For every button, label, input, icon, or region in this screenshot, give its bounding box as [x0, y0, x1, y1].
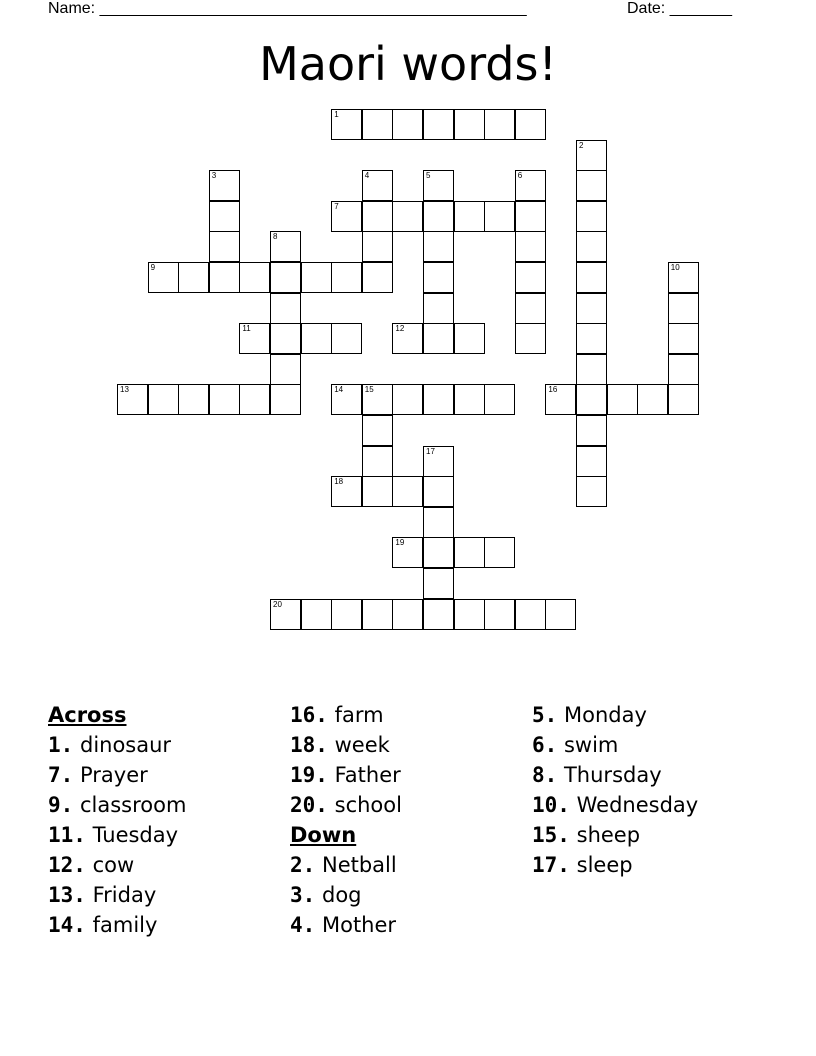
crossword-cell [301, 599, 332, 630]
crossword-cell [362, 476, 393, 507]
clue-number-label: 17 [426, 446, 435, 456]
clue-number: 6. [532, 733, 558, 757]
crossword-cell [423, 231, 454, 262]
clue-text: week [334, 733, 390, 757]
clue-across-20 [290, 790, 402, 820]
clue-number-label: 15 [364, 385, 374, 395]
clue-number: 15. [532, 823, 570, 847]
crossword-cell [515, 262, 546, 293]
crossword-cell [576, 476, 607, 507]
crossword-cell [484, 537, 515, 568]
crossword-cell [515, 201, 546, 232]
crossword-cell [209, 262, 240, 293]
crossword-cell [148, 262, 179, 293]
clue-across-11 [48, 820, 186, 850]
crossword-cell [545, 599, 576, 630]
crossword-cell [117, 384, 148, 415]
crossword-cell [454, 201, 485, 232]
crossword-cell [423, 476, 454, 507]
clue-number-label: 4 [364, 171, 370, 181]
crossword-cell [607, 384, 638, 415]
clue-number: 7. [48, 763, 74, 787]
clue-text: classroom [79, 793, 187, 817]
crossword-cell [576, 446, 607, 477]
crossword-cell [209, 170, 240, 201]
crossword-cell [239, 384, 270, 415]
clue-text: farm [334, 703, 384, 727]
clue-number-label: 13 [120, 385, 129, 395]
crossword-cell [331, 201, 362, 232]
crossword-cell [454, 323, 485, 354]
clue-text: Prayer [79, 763, 148, 787]
clue-text: cow [92, 853, 135, 877]
clue-number-label: 9 [150, 263, 156, 272]
clue-text: Netball [321, 853, 397, 877]
clue-number-label: 1 [334, 110, 339, 119]
clue-number: 5. [532, 703, 558, 727]
clue-text: Wednesday [576, 793, 699, 817]
clue-number: 1. [48, 733, 74, 757]
clue-number: 11. [48, 823, 86, 847]
clue-across-1 [48, 730, 186, 760]
clue-number-label: 3 [211, 171, 217, 181]
across-heading: Across [48, 703, 127, 727]
crossword-cell [576, 415, 607, 446]
crossword-cell [515, 323, 546, 354]
clue-text: Mother [321, 913, 397, 937]
clue-number-label: 20 [273, 599, 282, 609]
clue-number-label: 5 [426, 171, 431, 181]
clue-number-label: 2 [579, 140, 584, 150]
clue-across-13 [48, 880, 186, 910]
crossword-cell [454, 384, 485, 415]
clue-across-12 [48, 850, 186, 880]
crossword-cell [484, 599, 515, 630]
date-field-label: Date: _______ [627, 0, 732, 17]
crossword-cell [668, 323, 699, 354]
clue-number-label: 8 [273, 232, 278, 242]
crossword-cell [515, 170, 546, 201]
clue-number-label: 16 [548, 385, 558, 395]
clue-number-label: 11 [242, 324, 251, 334]
crossword-cell [392, 323, 423, 354]
crossword-cell [484, 201, 515, 232]
clue-down-8 [532, 760, 698, 790]
clue-number: 4. [290, 913, 316, 937]
clue-number-label: 18 [334, 477, 344, 487]
crossword-cell [576, 354, 607, 385]
clue-down-6 [532, 730, 698, 760]
crossword-cell [362, 415, 393, 446]
name-field-label: Name: ________________________________________________ [48, 0, 527, 17]
crossword-cell [331, 109, 362, 140]
crossword-cell [423, 293, 454, 324]
crossword-cell [576, 262, 607, 293]
crossword-cell [515, 231, 546, 262]
crossword-cell [362, 262, 393, 293]
clue-text: Tuesday [92, 823, 179, 847]
crossword-cell [362, 201, 393, 232]
clue-text: Friday [92, 883, 157, 907]
clue-down-3 [290, 880, 402, 910]
crossword-cell [668, 262, 699, 293]
crossword-cell [423, 109, 454, 140]
clue-number: 9. [48, 793, 74, 817]
crossword-cell [668, 293, 699, 324]
crossword-cell [392, 201, 423, 232]
crossword-cell [392, 537, 423, 568]
crossword-cell [362, 446, 393, 477]
crossword-cell [576, 201, 607, 232]
crossword-cell [515, 599, 546, 630]
clue-text: Father [334, 763, 401, 787]
crossword-cell [362, 599, 393, 630]
crossword-cell [301, 323, 332, 354]
crossword-cell [362, 109, 393, 140]
clue-down-17 [532, 850, 698, 880]
crossword-cell [454, 109, 485, 140]
clue-column-1 [48, 700, 186, 940]
crossword-cell [270, 293, 301, 324]
crossword-cell [331, 599, 362, 630]
crossword-cell [178, 384, 209, 415]
clue-text: sheep [576, 823, 641, 847]
crossword-cell [239, 262, 270, 293]
clue-number: 20. [290, 793, 328, 817]
clue-text: dog [321, 883, 362, 907]
crossword-cell [270, 262, 301, 293]
crossword-cell [362, 231, 393, 262]
crossword-cell [209, 231, 240, 262]
crossword-cell [423, 446, 454, 477]
crossword-cell [423, 384, 454, 415]
crossword-cell [392, 384, 423, 415]
crossword-cell [209, 201, 240, 232]
crossword-cell [668, 354, 699, 385]
crossword-cell [545, 384, 576, 415]
clue-down-2 [290, 850, 402, 880]
clue-number: 2. [290, 853, 316, 877]
crossword-cell [392, 476, 423, 507]
crossword-cell [331, 323, 362, 354]
crossword-cell [270, 599, 301, 630]
crossword-cell [362, 170, 393, 201]
clue-number-label: 6 [517, 171, 523, 181]
crossword-cell [576, 231, 607, 262]
crossword-cell [484, 384, 515, 415]
crossword-cell [209, 384, 240, 415]
page-title: Maori words! [259, 37, 557, 91]
crossword-cell [270, 323, 301, 354]
clue-number-label: 19 [395, 538, 405, 548]
clue-number: 16. [290, 703, 328, 727]
clue-down-15 [532, 820, 698, 850]
clue-across-18 [290, 730, 402, 760]
clue-down-5 [532, 700, 698, 730]
crossword-cell [148, 384, 179, 415]
crossword-cell [576, 384, 607, 415]
clue-number: 14. [48, 913, 86, 937]
clue-text: dinosaur [79, 733, 172, 757]
clue-text: family [92, 913, 158, 937]
crossword-cell [576, 323, 607, 354]
crossword-cell [423, 507, 454, 538]
crossword-cell [392, 109, 423, 140]
crossword-cell [331, 384, 362, 415]
clue-number-label: 12 [395, 324, 405, 334]
crossword-cell [239, 323, 270, 354]
clue-across-19 [290, 760, 402, 790]
clue-across-7 [48, 760, 186, 790]
clue-column-3 [532, 700, 698, 880]
crossword-cell [392, 599, 423, 630]
crossword-cell [576, 170, 607, 201]
clue-number: 3. [290, 883, 316, 907]
clue-down-10 [532, 790, 698, 820]
crossword-cell [454, 599, 485, 630]
clue-text: Monday [563, 703, 647, 727]
clue-number-label: 7 [334, 201, 339, 211]
crossword-cell [331, 476, 362, 507]
crossword-cell [423, 568, 454, 599]
crossword-cell [637, 384, 668, 415]
clue-across-16 [290, 700, 402, 730]
clue-across-9 [48, 790, 186, 820]
clue-text: Thursday [563, 763, 662, 787]
crossword-cell [423, 537, 454, 568]
clue-number: 17. [532, 853, 570, 877]
clue-number: 10. [532, 793, 570, 817]
crossword-cell [178, 262, 209, 293]
clue-number-label: 10 [670, 263, 680, 272]
crossword-cell [576, 293, 607, 324]
clue-number: 12. [48, 853, 86, 877]
crossword-cell [515, 293, 546, 324]
clue-number: 19. [290, 763, 328, 787]
crossword-cell [423, 262, 454, 293]
clue-number: 13. [48, 883, 86, 907]
clue-text: school [334, 793, 402, 817]
clue-number: 18. [290, 733, 328, 757]
crossword-cell [484, 109, 515, 140]
crossword-cell [362, 384, 393, 415]
clue-down-4 [290, 910, 402, 940]
crossword-cell [423, 170, 454, 201]
crossword-cell [270, 384, 301, 415]
crossword-cell [270, 354, 301, 385]
clue-across-14 [48, 910, 186, 940]
crossword-cell [423, 323, 454, 354]
crossword-cell [668, 384, 699, 415]
clue-number-label: 14 [334, 385, 344, 395]
crossword-cell [423, 599, 454, 630]
clue-text: sleep [576, 853, 633, 877]
clue-text: swim [563, 733, 619, 757]
clue-column-2 [290, 700, 402, 940]
crossword-cell [331, 262, 362, 293]
crossword-cell [454, 537, 485, 568]
crossword-cell [576, 140, 607, 171]
crossword-cell [270, 231, 301, 262]
crossword-cell [301, 262, 332, 293]
clue-number: 8. [532, 763, 558, 787]
down-heading: Down [290, 823, 357, 847]
crossword-cell [515, 109, 546, 140]
crossword-cell [423, 201, 454, 232]
